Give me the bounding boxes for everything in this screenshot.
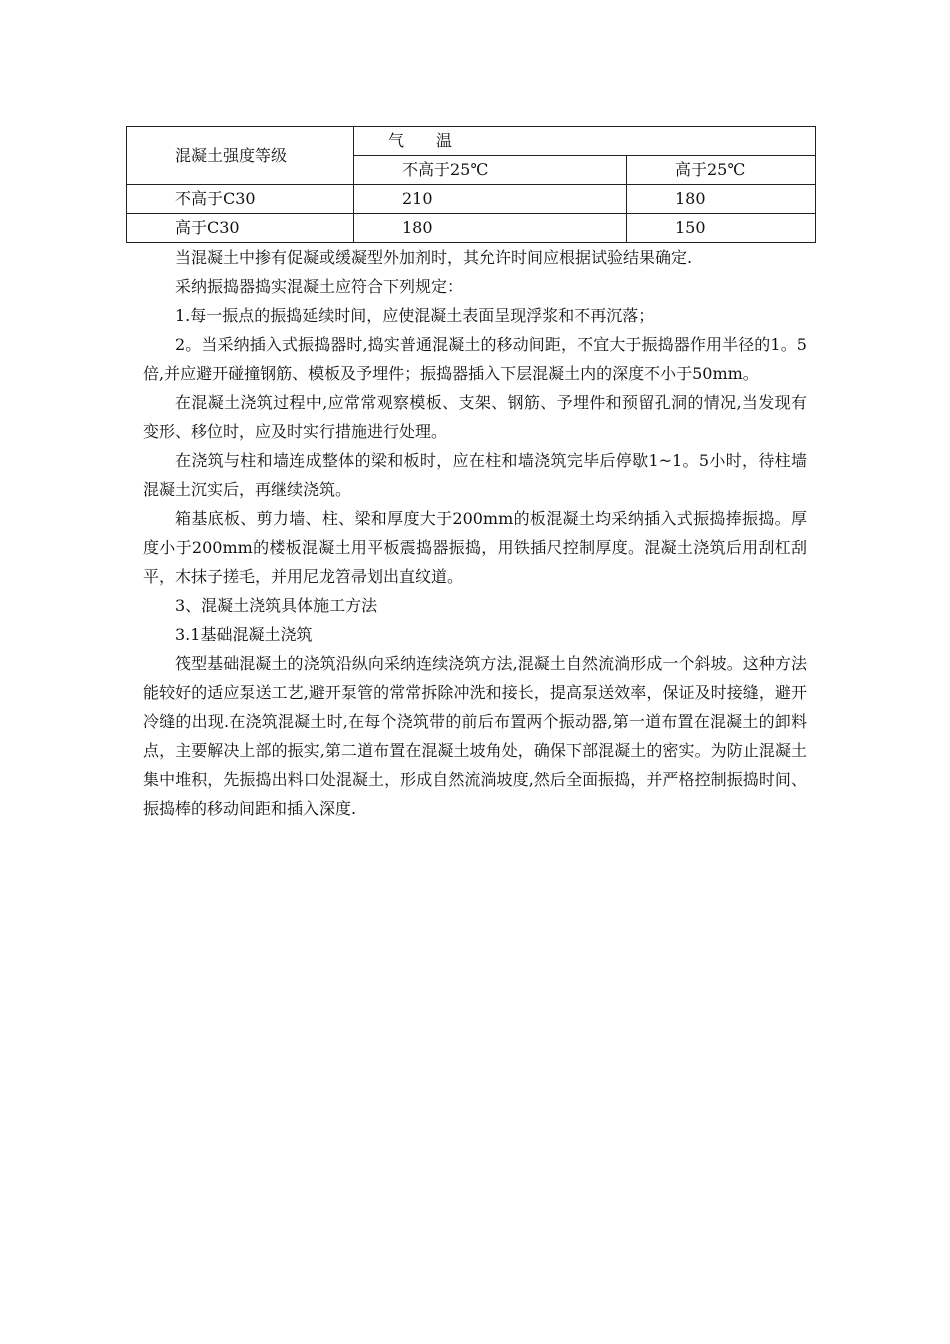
table-row: [127, 185, 816, 214]
paragraph-rule-1: 1.每一振点的振捣延续时间，应使混凝土表面呈现浮浆和不再沉落；: [175, 306, 655, 325]
grade-cell: 不高于C30: [127, 185, 354, 214]
header-high-temp-cell: 高于25℃: [627, 156, 816, 185]
low-temp-value-cell: 180: [354, 214, 627, 243]
paragraph-rule-2: 2。当采纳插入式振捣器时,捣实普通混凝土的移动间距，不宜大于振捣器作用半径的1。5倍,并应避开碰撞钢筋、模板及予埋件；振捣器插入下层混凝土内的深度不小于50mm。: [143, 335, 807, 383]
paragraph-box-foundation: 箱基底板、剪力墙、柱、梁和厚度大于200mm的板混凝土均采纳插入式振捣捧振捣。厚度小于200mm的楼板混凝土用平板震捣器振捣，用铁插尺控制厚度。混凝土浇筑后用刮杠刮平，木抹子搓毛，并用尼龙笤帚划出直纹道。: [143, 509, 807, 586]
subsection-heading: 3.1基础混凝土浇筑: [175, 625, 313, 644]
high-temp-value-cell: 150: [627, 214, 816, 243]
header-temperature-cell: 气 温: [354, 127, 816, 156]
section-heading: 3、混凝土浇筑具体施工方法: [175, 596, 378, 615]
paragraph-beams-slabs: 在浇筑与柱和墙连成整体的梁和板时，应在柱和墙浇筑完毕后停歇1~1。5小时，待柱墙混凝土沉实后，再继续浇筑。: [143, 451, 807, 499]
paragraph-raft-foundation: 筏型基础混凝土的浇筑沿纵向采纳连续浇筑方法,混凝土自然流淌形成一个斜坡。这种方法能较好的适应泵送工艺,避开泵管的常常拆除冲洗和接长，提高泵送效率，保证及时接缝，避开冷缝的出现.在浇筑混凝土时,在每个浇筑带的前后布置两个振动器,第一道布置在混凝土的卸料点，主要解决上部的振实,第二道布置在混凝土坡角处，确保下部混凝土的密实。为防止混凝土集中堆积，先振捣出料口处混凝土，形成自然流淌坡度,然后全面振捣，并严格控制振捣时间、振捣棒的移动间距和插入深度.: [143, 654, 807, 818]
header-low-temp-cell: 不高于25℃: [354, 156, 627, 185]
low-temp-value-cell: 210: [354, 185, 627, 214]
paragraph-observation: 在混凝土浇筑过程中,应常常观察模板、支架、钢筋、予埋件和预留孔洞的情况,当发现有变形、移位时，应及时实行措施进行处理。: [143, 393, 807, 441]
paragraph-vibrator-rules: 采纳振捣器捣实混凝土应符合下列规定：: [175, 277, 464, 296]
table-header-row: [127, 127, 816, 156]
table-row: [127, 214, 816, 243]
pouring-time-table: [126, 126, 816, 243]
paragraph-admixture: 当混凝土中掺有促凝或缓凝型外加剂时，其允许时间应根据试验结果确定.: [175, 248, 693, 267]
high-temp-value-cell: 180: [627, 185, 816, 214]
header-grade-cell: 混凝土强度等级: [127, 127, 354, 185]
grade-cell: 高于C30: [127, 214, 354, 243]
body-text: [143, 243, 807, 823]
